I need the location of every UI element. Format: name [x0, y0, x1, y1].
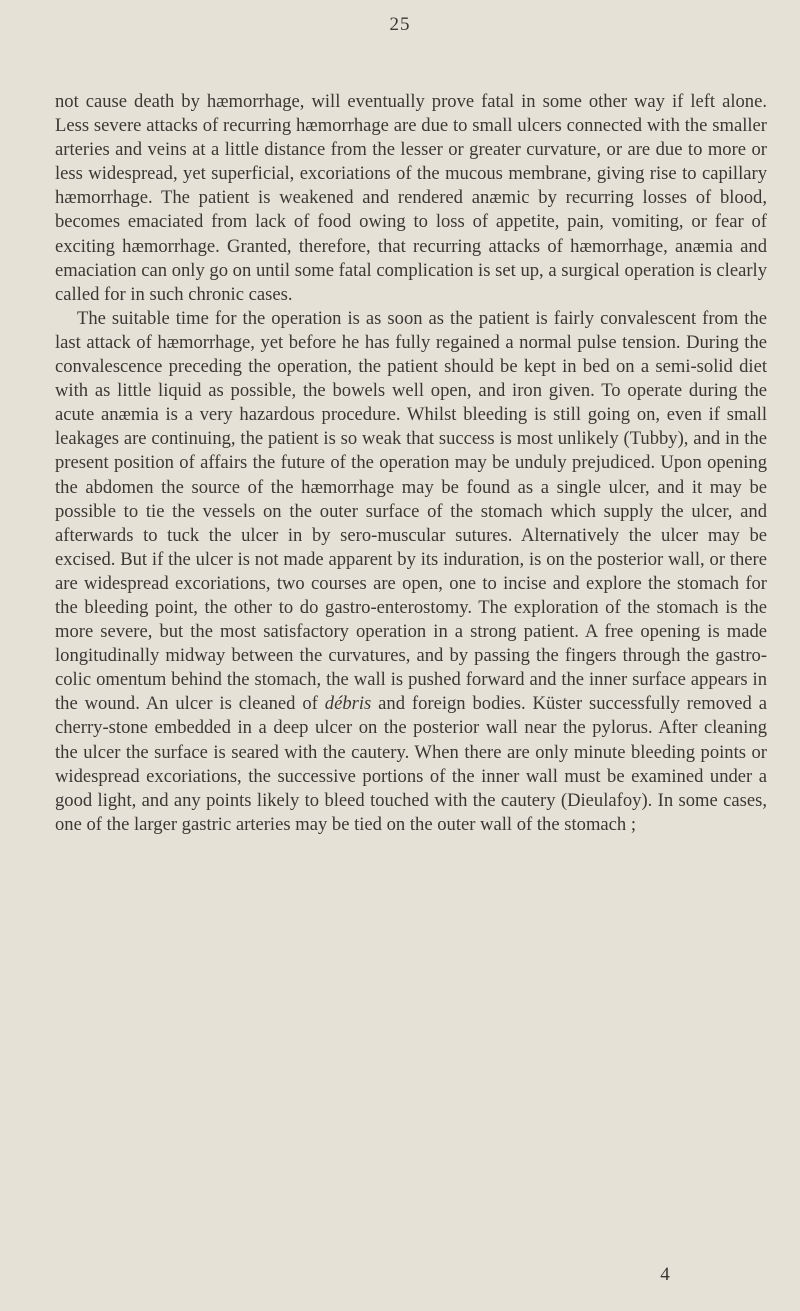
signature-mark: [0, 1264, 800, 1286]
paragraph-2-part-2: and foreign bodies. Küster successfully removed a cherry-stone embedded in a deep ulcer on the posterior wall near the pylorus. After cleaning the ulcer the surface is seared with the cautery. When there are only minute bleeding points or widespread excoriations, the successive portions of the inner wall must be examined under a good light, and any points likely to bleed touched with the cautery (Dieulafoy). In some cases, one of the larger gastric arteries may be tied on the outer wall of the stomach ;: [55, 693, 767, 835]
body-text: [55, 90, 767, 837]
page-number: 25: [389, 14, 411, 35]
signature-number: 4: [660, 1264, 670, 1285]
paragraph-2: [55, 307, 767, 837]
paragraph-1: not cause death by hæmorrhage, will eventually prove fatal in some other way if left alone. Less severe attacks of recurring hæmorrhage are due to small ulcers connected with the smaller arteries and veins at a little distance from the lesser or greater curvature, or are due to more or less widespread, yet superficial, excoriations of the mucous membrane, giving rise to capillary hæmorrhage. The patient is weakened and rendered anæmic by recurring losses of blood, becomes emaciated from lack of food owing to loss of appetite, pain, vomiting, or fear of exciting hæmorrhage. Granted, therefore, that recurring attacks of hæmorrhage, anæmia and emaciation can only go on until some fatal complication is set up, a surgical operation is clearly called for in such chronic cases.: [55, 91, 767, 305]
paragraph-2-part-1: The suitable time for the operation is as soon as the patient is fairly convalescent from the last attack of hæmorrhage, yet before he has fully regained a normal pulse tension. During the convalescence preceding the operation, the patient should be kept in bed on a semi-solid diet with as little liquid as possible, the bowels well open, and iron given. To operate during the acute anæmia is a very hazardous procedure. Whilst bleeding is still going on, even if small leakages are continuing, the patient is so weak that success is most unlikely (Tubby), and in the present position of affairs the future of the operation may be unduly prejudiced. Upon opening the abdomen the source of the hæmorrhage may be found as a single ulcer, and it may be possible to tie the vessels on the outer surface of the stomach which supply the ulcer, and afterwards to tuck the ulcer in by sero-muscular sutures. Alternatively the ulcer may be excised. But if the ulcer is not made apparent by its induration, is on the posterior wall, or there are widespread excoriations, two courses are open, one to incise and explore the stomach for the bleeding point, the other to do gastro-enterostomy. The exploration of the stomach is the more severe, but the most satisfactory operation in a strong patient. A free opening is made longitudinally midway between the curvatures, and by passing the fingers through the gastro-colic omentum behind the stomach, the wall is pushed forward and the inner surface appears in the wound. An ulcer is cleaned of: [55, 307, 767, 715]
italic-term: débris: [324, 693, 372, 715]
